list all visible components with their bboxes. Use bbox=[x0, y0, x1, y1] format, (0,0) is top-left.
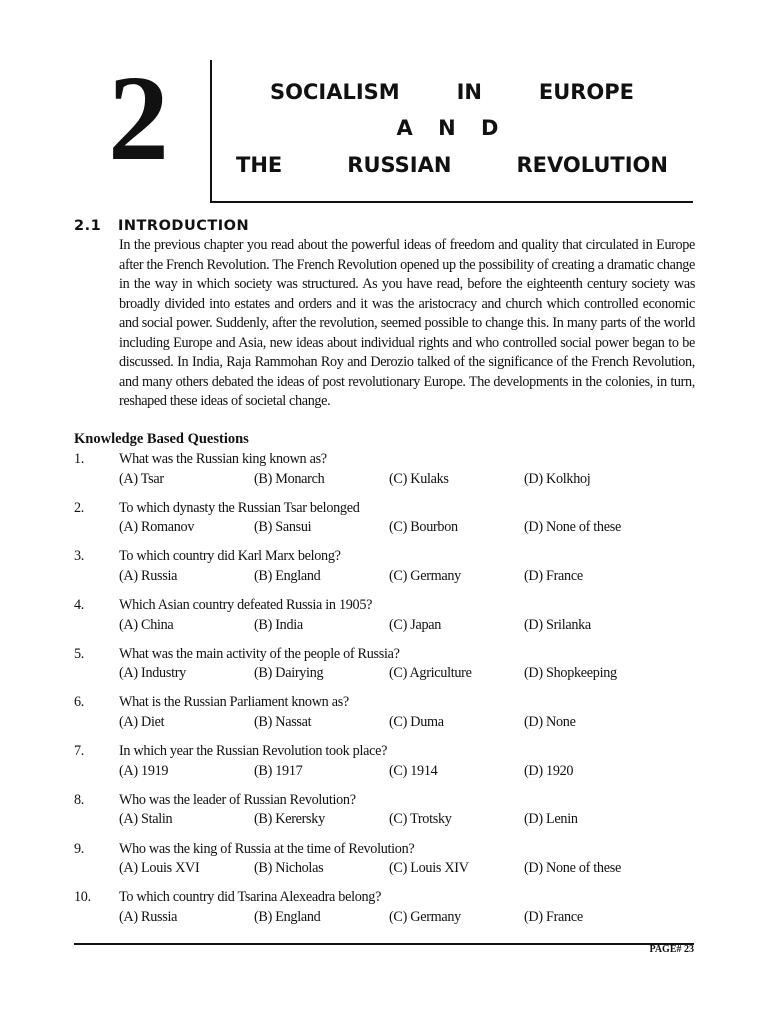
question-number: 9. bbox=[74, 840, 85, 857]
section-title: INTRODUCTION bbox=[118, 218, 250, 234]
question-item bbox=[74, 742, 694, 791]
answer-options bbox=[119, 470, 694, 490]
question-row bbox=[74, 791, 694, 811]
question-row bbox=[74, 450, 694, 470]
answer-options bbox=[119, 908, 694, 928]
question-text: What was the main activity of the people of Russia? bbox=[119, 645, 400, 662]
chapter-number: 2 bbox=[108, 51, 169, 186]
question-item bbox=[74, 888, 694, 937]
question-text: What is the Russian Parliament known as? bbox=[119, 694, 349, 711]
question-item bbox=[74, 791, 694, 840]
question-number: 6. bbox=[74, 694, 85, 711]
question-item bbox=[74, 840, 694, 889]
answer-option: (D) Srilanka bbox=[524, 616, 591, 633]
answer-option: (B) Nicholas bbox=[254, 860, 324, 876]
title-word: SOCIALISM bbox=[270, 80, 400, 104]
answer-option: (B) India bbox=[254, 616, 303, 633]
answer-option: (B) Sansui bbox=[254, 519, 312, 536]
answer-option: (B) Monarch bbox=[254, 470, 325, 487]
title-word: REVOLUTION bbox=[516, 153, 668, 177]
question-text: To which dynasty the Russian Tsar belonged bbox=[119, 499, 360, 516]
answer-option: (A) China bbox=[119, 616, 174, 633]
question-text: Who was the leader of Russian Revolution? bbox=[119, 791, 356, 808]
question-text: What was the Russian king known as? bbox=[119, 451, 327, 467]
question-number: 8. bbox=[74, 791, 85, 808]
intro-paragraph: In the previous chapter you read about the powerful ideas of freedom and quality that circulated in Europe after the French Revolution. The French Revolution opened up the possibility of creating a dramatic change in the way in which society was structured. As you have read, before the eighteenth century society was broadly divided into estates and orders and it was the aristocracy and church which controlled economic and social power. Suddenly, after the revolution, seemed possible to change this. In many parts of the world including Europe and Asia, new ideas about individual rights and who controlled social power began to be discussed. In India, Raja Rammohan Roy and Derozio talked of the significance of the French Revolution, and many others debated the ideas of post revolutionary Europe. The developments in the colonies, in turn, reshaped these ideas of societal change. bbox=[119, 237, 695, 409]
question-text: Which Asian country defeated Russia in 1905? bbox=[119, 597, 373, 614]
question-row bbox=[74, 840, 694, 860]
answer-option: (C) Bourbon bbox=[389, 519, 458, 536]
question-number: 5. bbox=[74, 645, 85, 662]
chapter-title-line-2 bbox=[236, 118, 668, 139]
title-word: RUSSIAN bbox=[347, 153, 452, 177]
question-item bbox=[74, 645, 694, 694]
question-text: Who was the king of Russia at the time of Revolution? bbox=[119, 840, 415, 857]
question-number: 3. bbox=[74, 548, 85, 565]
answer-option: (A) Romanov bbox=[119, 519, 195, 536]
question-number: 7. bbox=[74, 743, 85, 760]
answer-option: (C) Trotsky bbox=[389, 811, 452, 828]
question-number: 2. bbox=[74, 499, 85, 516]
question-number: 10. bbox=[74, 889, 91, 906]
question-item bbox=[74, 499, 694, 548]
answer-option: (B) England bbox=[254, 567, 321, 584]
answer-options bbox=[119, 859, 694, 879]
question-row bbox=[74, 888, 694, 908]
title-word: A N D bbox=[396, 116, 508, 140]
question-item bbox=[74, 450, 694, 499]
answer-option: (B) Dairying bbox=[254, 665, 324, 682]
header-vertical-rule bbox=[210, 60, 212, 203]
footer-rule bbox=[74, 943, 694, 945]
question-row bbox=[74, 693, 694, 713]
question-row bbox=[74, 645, 694, 665]
question-number: 1. bbox=[74, 451, 85, 467]
question-number: 4. bbox=[74, 597, 85, 614]
question-text: In which year the Russian Revolution took place? bbox=[119, 743, 388, 760]
answer-option: (D) 1920 bbox=[524, 762, 574, 779]
question-item bbox=[74, 596, 694, 645]
question-row bbox=[74, 499, 694, 519]
question-item bbox=[74, 547, 694, 596]
answer-option: (A) Russia bbox=[119, 567, 178, 584]
answer-option: (D) None of these bbox=[524, 860, 621, 876]
answer-option: (A) Stalin bbox=[119, 811, 173, 828]
page-number: PAGE# 23 bbox=[649, 944, 694, 955]
title-word: EUROPE bbox=[538, 80, 634, 104]
answer-option: (A) Tsar bbox=[119, 470, 164, 487]
answer-option: (A) 1919 bbox=[119, 762, 169, 779]
title-word: THE bbox=[236, 153, 283, 177]
answer-options bbox=[119, 762, 694, 782]
answer-option: (B) Nassat bbox=[254, 713, 312, 730]
answer-option: (B) 1917 bbox=[254, 762, 303, 779]
question-text: To which country did Tsarina Alexeadra belong? bbox=[119, 889, 382, 906]
answer-option: (C) Germany bbox=[389, 567, 461, 584]
answer-options bbox=[119, 518, 694, 538]
answer-option: (C) Germany bbox=[389, 908, 461, 925]
answer-option: (D) Kolkhoj bbox=[524, 470, 591, 487]
question-item bbox=[74, 693, 694, 742]
question-row bbox=[74, 742, 694, 762]
answer-option: (A) Louis XVI bbox=[119, 860, 200, 876]
section-heading bbox=[74, 218, 249, 234]
answer-option: (A) Diet bbox=[119, 713, 165, 730]
answer-options bbox=[119, 810, 694, 830]
answer-option: (A) Russia bbox=[119, 908, 178, 925]
answer-option: (C) 1914 bbox=[389, 762, 438, 779]
question-row bbox=[74, 596, 694, 616]
answer-option: (B) England bbox=[254, 908, 321, 925]
answer-options bbox=[119, 567, 694, 587]
answer-option: (D) Lenin bbox=[524, 811, 578, 828]
answer-options bbox=[119, 616, 694, 636]
chapter-title-line-3 bbox=[236, 155, 668, 176]
question-text: To which country did Karl Marx belong? bbox=[119, 548, 341, 565]
questions-heading: Knowledge Based Questions bbox=[74, 431, 249, 447]
question-row bbox=[74, 547, 694, 567]
header-horizontal-rule bbox=[210, 201, 693, 203]
answer-option: (A) Industry bbox=[119, 665, 186, 682]
answer-option: (C) Duma bbox=[389, 713, 444, 730]
title-word: IN bbox=[456, 80, 482, 104]
answer-option: (D) Shopkeeping bbox=[524, 665, 617, 682]
section-number: 2.1 bbox=[74, 218, 102, 234]
answer-option: (D) None bbox=[524, 713, 576, 730]
answer-option: (C) Kulaks bbox=[389, 470, 449, 487]
answer-option: (C) Agriculture bbox=[389, 665, 472, 682]
question-list bbox=[74, 450, 694, 937]
answer-option: (D) None of these bbox=[524, 519, 621, 536]
chapter-title-line-1 bbox=[270, 82, 634, 103]
answer-options bbox=[119, 664, 694, 684]
answer-options bbox=[119, 713, 694, 733]
answer-option: (D) France bbox=[524, 567, 583, 584]
answer-option: (B) Kerersky bbox=[254, 811, 325, 828]
answer-option: (C) Louis XIV bbox=[389, 860, 469, 876]
answer-option: (D) France bbox=[524, 908, 583, 925]
answer-option: (C) Japan bbox=[389, 616, 442, 633]
